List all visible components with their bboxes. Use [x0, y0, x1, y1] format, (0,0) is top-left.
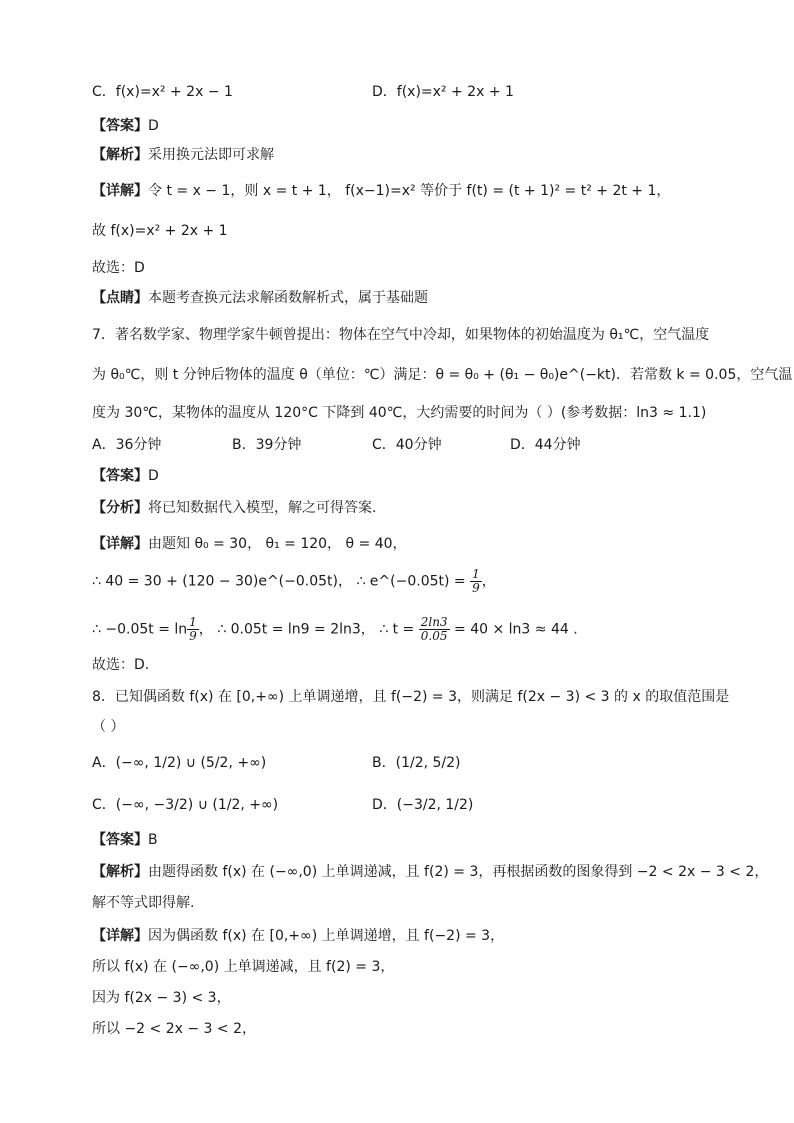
q6-detail — [92, 181, 670, 201]
q8-option-d: D．(−3/2, 1/2) — [372, 797, 474, 813]
q7-detail — [92, 534, 407, 554]
q7-stem-1: 7．著名数学家、物理学家牛顿曾提出：物体在空气中冷却，如果物体的初始温度为 θ₁℃，空气温度 — [92, 327, 710, 343]
q8-analysis-2: 解不等式即得解. — [92, 895, 195, 911]
q7-answer — [92, 466, 159, 486]
q8-option-c: C．(−∞, −3/2) ∪ (1/2, +∞) — [92, 797, 279, 813]
q6-option-c: C．f(x)=x² + 2x − 1 — [92, 84, 233, 100]
detail-2-text: ∴ 40 = 30 + (120 − 30)e^(−0.05t)， ∴ e^(−0.05t) = — [92, 573, 466, 590]
analysis-label: 【解析】 — [92, 147, 148, 163]
answer-value: B — [148, 832, 158, 848]
q8-detail-2: 所以 f(x) 在 (−∞,0) 上单调递减，且 f(2) = 3， — [92, 959, 395, 975]
q7-detail-2: ∴ 40 = 30 + (120 − 30)e^(−0.05t)， ∴ e^(−0.05t) = $\frac{1}{9}$ ， — [92, 567, 496, 595]
q7-choose: 故选：D. — [92, 657, 150, 673]
fraction-one-ninth-ln: $\frac{1}{9}$ — [189, 615, 197, 643]
answer-label: 【答案】 — [92, 468, 148, 484]
answer-label: 【答案】 — [92, 832, 148, 848]
analysis-text: 采用换元法即可求解 — [148, 147, 274, 163]
q6-answer — [92, 116, 159, 136]
q6-comment — [92, 288, 428, 308]
q7-option-d: D．44分钟 — [510, 437, 581, 453]
detail-3c: = 40 × ln3 ≈ 44 . — [454, 621, 578, 638]
q8-stem-1: 8．已知偶函数 f(x) 在 [0,+∞) 上单调递增，且 f(−2) = 3，则满足 f(2x − 3) < 3 的 x 的取值范围是 — [92, 689, 730, 705]
fraction-one-ninth: $\frac{1}{9}$ — [472, 567, 480, 595]
q8-option-b: B．(1/2, 5/2) — [372, 755, 461, 771]
analysis-text-1: 由题得函数 f(x) 在 (−∞,0) 上单调递减，且 f(2) = 3，再根据函数的图象得到 −2 < 2x − 3 < 2， — [148, 864, 769, 880]
comment-label: 【点睛】 — [92, 290, 148, 306]
q8-answer — [92, 830, 158, 850]
analysis-text: 将已知数据代入模型，解之可得答案. — [148, 500, 377, 516]
detail-label: 【详解】 — [92, 183, 148, 199]
answer-value: D — [148, 468, 159, 484]
q8-stem-2: （ ） — [92, 719, 125, 735]
answer-value: D — [148, 118, 159, 134]
q6-choose: 故选：D — [92, 260, 145, 276]
detail-3a: ∴ −0.05t = ln — [92, 621, 188, 638]
detail-label: 【详解】 — [92, 536, 148, 552]
q7-option-b: B．39分钟 — [232, 437, 302, 453]
analysis-label: 【分析】 — [92, 500, 148, 516]
detail-3b: ， ∴ 0.05t = ln9 = 2ln3， ∴ t = — [198, 621, 415, 638]
q8-detail — [92, 926, 504, 946]
fraction-2ln3: $\frac{2\ln 3}{0.05}$ — [420, 615, 448, 643]
q8-detail-3: 因为 f(2x − 3) < 3， — [92, 990, 231, 1006]
detail-text-1: 由题知 θ₀ = 30， θ₁ = 120， θ = 40， — [148, 536, 407, 552]
analysis-label: 【解析】 — [92, 864, 148, 880]
q7-detail-3 — [92, 616, 578, 643]
q7-stem-2: 为 θ₀℃，则 t 分钟后物体的温度 θ（单位：℃）满足：θ = θ₀ + (θ₁ − θ₀)e^(−kt)．若常数 k = 0.05，空气温 — [92, 367, 793, 383]
detail-text-1: 因为偶函数 f(x) 在 [0,+∞) 上单调递增，且 f(−2) = 3， — [148, 928, 505, 944]
q7-option-c: C．40分钟 — [372, 437, 442, 453]
q7-option-a: A．36分钟 — [92, 437, 162, 453]
comment-text: 本题考查换元法求解函数解析式，属于基础题 — [148, 290, 428, 306]
q8-option-a: A．(−∞, 1/2) ∪ (5/2, +∞) — [92, 755, 267, 771]
q6-analysis — [92, 145, 274, 165]
detail-label: 【详解】 — [92, 928, 148, 944]
q6-option-d: D．f(x)=x² + 2x + 1 — [372, 84, 514, 100]
q8-detail-4: 所以 −2 < 2x − 3 < 2， — [92, 1021, 256, 1037]
q6-detail-2: 故 f(x)=x² + 2x + 1 — [92, 223, 228, 239]
q8-analysis — [92, 862, 768, 882]
q7-analysis — [92, 498, 376, 518]
detail-text-1: 令 t = x − 1，则 x = t + 1， f(x−1)=x² 等价于 f(t) = (t + 1)² = t² + 2t + 1， — [148, 183, 671, 199]
q7-stem-3: 度为 30℃，某物体的温度从 120°C 下降到 40℃，大约需要的时间为（ ）(参考数据：ln3 ≈ 1.1) — [92, 405, 707, 421]
answer-label: 【答案】 — [92, 118, 148, 134]
